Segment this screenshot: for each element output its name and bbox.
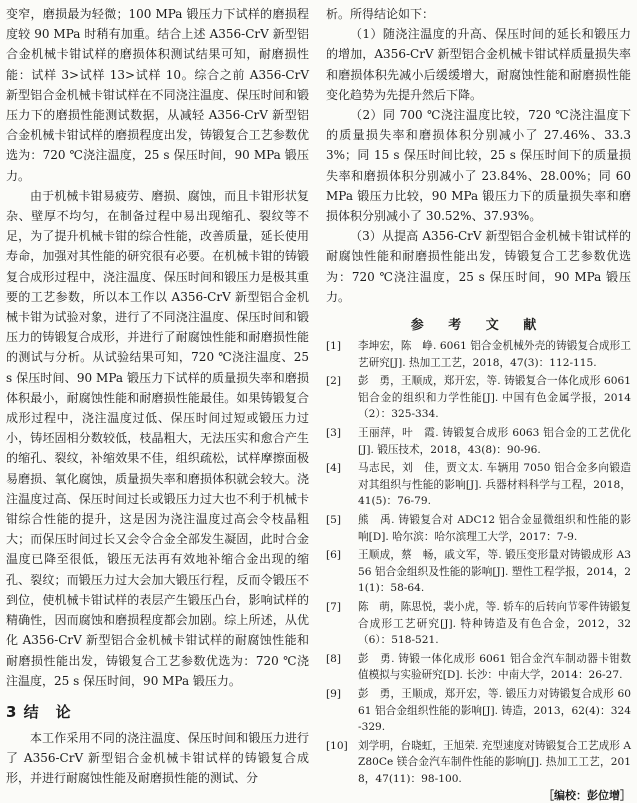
- reference-number: [5]: [326, 513, 342, 526]
- reference-text: 李坤宏，陈 峥. 6061 铝合金机械外壳的铸锻复合成形工艺研究[J]. 热加工工艺，2018，47(3)：112-115.: [358, 340, 631, 369]
- conclusion-intro-paragraph: 本工作采用不同的浇注温度、保压时间和锻压力进行了 A356-CrV 新型铝合金机械卡钳试样的铸锻复合成形，并进行耐腐蚀性能及耐磨损性能的测试、分: [6, 730, 309, 786]
- reference-list: [326, 338, 631, 787]
- reference-item: [326, 686, 631, 736]
- reference-text: 熊 禹. 铸锻复合对 ADC12 铝合金显微组织和性能的影响[D]. 哈尔滨：哈尔滨理工大学，2017：7-9.: [358, 513, 631, 543]
- reference-item: [326, 373, 631, 423]
- reference-item: [326, 425, 631, 458]
- reference-item: [326, 512, 631, 545]
- right-column: [326, 4, 631, 803]
- reference-number: [9]: [326, 687, 342, 700]
- reference-number: [4]: [326, 462, 342, 475]
- section-heading: [6, 701, 309, 722]
- conclusion-item: （3）从提高 A356-CrV 新型铝合金机械卡钳试样的耐腐蚀性能和耐磨损性能出发，铸锻复合工艺参数优选为：720 ℃浇注温度，25 s 保压时间，90 MPa 锻压力。: [326, 229, 631, 304]
- reference-item: [326, 460, 631, 510]
- reference-number: [2]: [326, 375, 342, 388]
- body-paragraph: 变窄，磨损最为轻微；100 MPa 锻压力下试样的磨损程度较 90 MPa 时稍有加重。结合上述 A356-CrV 新型铝合金机械卡钳试样的磨损体积测试结果可知，耐磨损性能：试样 3>试样 13>试样 10。综合之前 A356-CrV 新型铝合金机械卡钳试样在不同浇注温度、保压时间和锻压力下的磨损性能测试数据，从减轻 A356-CrV 新型铝合金机械卡钳试样的磨损程度出发，铸锻复合工艺参数优选为：720 ℃浇注温度，25 s 保压时间，90 MPa 锻压力。: [6, 7, 309, 183]
- reference-number: [8]: [326, 652, 342, 665]
- reference-item: [326, 738, 631, 788]
- reference-number: [3]: [326, 427, 342, 440]
- reference-number: [7]: [326, 600, 342, 613]
- references-title: 参 考 文 献: [410, 318, 547, 334]
- reference-item: [326, 651, 631, 684]
- reference-text: 彭 勇，王顺成，郑开宏，等. 铸锻复合一体化成形 6061 铝合金的组织和力学性能[J]. 中国有色金属学报，2014（2）：325-334.: [358, 375, 631, 421]
- reference-item: [326, 599, 631, 649]
- reference-text: 马志民，刘 佳，贾文太. 车辆用 7050 铝合金多向锻造对其组织与性能的影响[J]. 兵器材料科学与工程，2018，41(5)：76-79.: [358, 462, 631, 508]
- reference-item: [326, 338, 631, 371]
- reference-text: 王顺成，蔡 畅，戚文军，等. 锻压变形量对铸锻成形 A356 铝合金组织及性能的影响[J]. 塑性工程学报，2014，21(1)：58-64.: [358, 549, 631, 595]
- body-paragraph: 析。所得结论如下：: [326, 7, 435, 21]
- reference-number: [10]: [326, 739, 348, 752]
- reference-text: 陈 萌，陈思悦，裴小虎，等. 轿车的后转向节零件铸锻复合成形工艺研究[J]. 特种铸造及有色合金，2012，32（6）：518-521.: [358, 600, 631, 647]
- section-number: 3: [6, 702, 18, 721]
- reference-text: 彭 勇. 铸锻一体化成形 6061 铝合金汽车制动器卡钳数值模拟与实验研究[D]. 长沙：中南大学，2014：26-27.: [358, 652, 631, 682]
- reference-text: 王丽萍，叶 霞. 铸锻复合成形 6063 铝合金的工艺优化[J]. 锻压技术，2018，43(8)：90-96.: [358, 427, 631, 456]
- reference-text: 彭 勇，王顺成，郑开宏，等. 锻压力对铸锻复合成形 6061 铝合金组织性能的影响[J]. 铸造，2013，62(4)：324-329.: [358, 687, 631, 734]
- reference-number: [6]: [326, 549, 342, 562]
- conclusion-item: （1）随浇注温度的升高、保压时间的延长和锻压力的增加，A356-CrV 新型铝合金机械卡钳试样质量损失率和磨损体积先减小后缓缓增大，耐腐蚀性能和耐磨损性能变化趋势为先提升然后下降。: [326, 27, 631, 102]
- conclusion-item: （2）同 700 ℃浇注温度比较，720 ℃浇注温度下的质量损失率和磨损体积分别减小了 27.46%、33.33%；同 15 s 保压时间比较，25 s 保压时间下的质量损失率和磨损体积分别减小了 23.84%、28.00%；同 60 MPa 锻压力比较，90 MPa 锻压力下的质量损失率和磨损体积分别减小了 30.52%、37.93%。: [326, 108, 631, 224]
- left-column: [6, 4, 309, 789]
- section-title: 结 论: [23, 702, 72, 721]
- reference-number: [1]: [326, 340, 342, 353]
- reference-item: [326, 547, 631, 597]
- reference-text: 刘学明，台晓虹，王旭荣. 充型速度对铸锻复合工艺成形 AZ80Ce 镁合金汽车制件性能的影响[J]. 热加工工艺，2018，47(11)：98-100.: [358, 739, 631, 785]
- body-paragraph: 由于机械卡钳易疲劳、磨损、腐蚀，而且卡钳形状复杂、壁厚不均匀，在制备过程中易出现缩孔、裂纹等不足，为了提升机械卡钳的综合性能，改善质量，延长使用寿命，加强对其性能的研究很有必要。在机械卡钳的铸锻复合成形过程中，浇注温度、保压时间和锻压力是极其重要的工艺参数，所以本工作以 A356-CrV 新型铝合金机械卡钳为试验对象，进行了不同浇注温度、保压时间和锻压力的铸锻复合成形，并进行了耐腐蚀性能和耐磨损性能的测试与分析。从试验结果可知，720 ℃浇注温度、25 s 保压时间、90 MPa 锻压力下试样的质量损失率和磨损体积最小，耐腐蚀性能和耐磨损性能最佳。如果铸锻复合成形过程中，浇注温度过低、保压时间过短或锻压力过小，铸坯固相分数较低，枝晶粗大，无法压实和愈合产生的缩孔、裂纹，补缩效果不佳，组织疏松，试样摩擦面极易磨损、氧化腐蚀，质量损失率和磨损体积就会较大。浇注温度过高、保压时间过长或锻压力过大也不利于机械卡钳综合性能的提升，这是因为浇注温度过高会令枝晶粗大；而保压时间过长又会令合金全部发生凝固，此时合金温度已降至很低，锻压无法再有效地补缩合金出现的缩孔、裂纹；而锻压力过大会加大锻压行程，反而令锻压不到位，使机械卡钳试样的表层产生锻压凸台，影响试样的精确性，因而腐蚀和磨损程度都会加剧。综上所述，从优化 A356-CrV 新型铝合金机械卡钳试样的耐腐蚀性能和耐磨损性能出发，铸锻复合工艺参数优选为：720 ℃浇注温度，25 s 保压时间，90 MPa 锻压力。: [6, 188, 309, 688]
- editor-note: ［编校：彭位增］: [543, 789, 631, 803]
